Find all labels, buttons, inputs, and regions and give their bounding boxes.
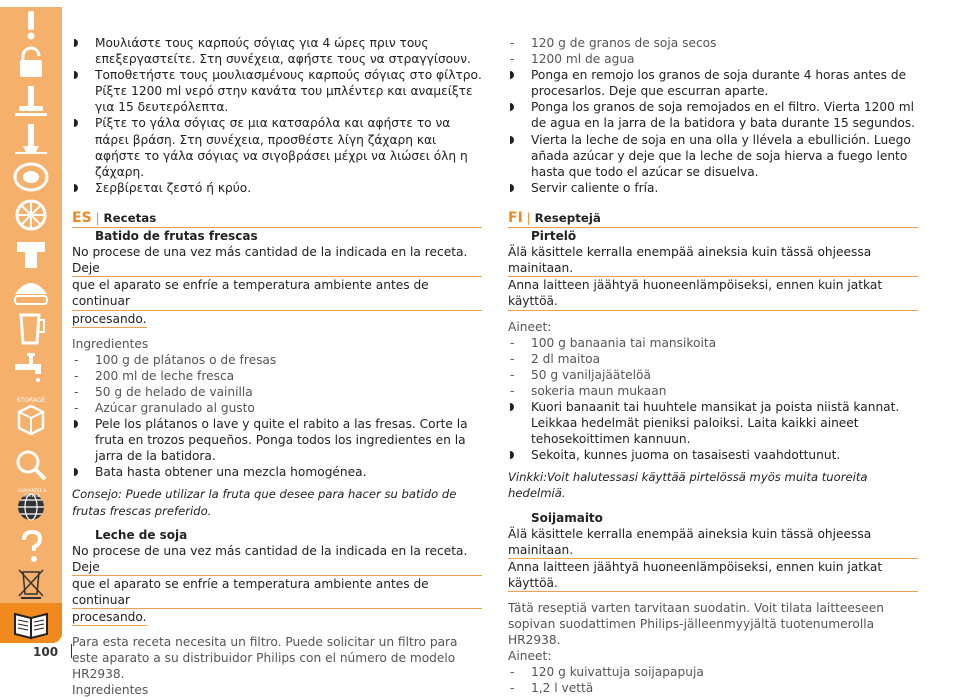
greek-step: Μουλιάστε τους καρπούς σόγιας για 4 ώρες πριν τους επεξεργαστείτε. Στη συνέχεια, αφήστε τους να στραγγίσουν. <box>72 35 482 67</box>
section-header-fi <box>508 210 918 228</box>
ingredients-label: Ingredientes <box>72 683 149 698</box>
recipe-step: Bata hasta obtener una mezcla homogénea. <box>72 464 482 480</box>
disposal-icon[interactable] <box>0 565 62 601</box>
section-title: Reseptejä <box>534 210 601 225</box>
hand-blender-icon[interactable] <box>0 121 62 157</box>
ingredient-item: - sokeria maun mukaan <box>508 383 918 399</box>
recipe-title: Leche de soja <box>95 527 188 542</box>
warning-line: que el aparato se enfríe a temperatura ambiente antes de continuar <box>72 576 482 609</box>
right-column <box>508 35 918 697</box>
warning-line: No procese de una vez más cantidad de la indicada en la receta. Deje <box>72 244 482 277</box>
language-code: FI <box>508 209 523 226</box>
blender-icon[interactable] <box>0 83 62 119</box>
ingredient-item: - 200 ml de leche fresca <box>72 368 482 384</box>
recipe-title: Batido de frutas frescas <box>95 229 258 244</box>
storage-label: STORAGE <box>16 397 46 404</box>
search-icon[interactable] <box>0 447 62 483</box>
ingredient-item: - 120 g kuivattuja soijapapuja <box>508 664 918 680</box>
warning-line: procesando. <box>72 609 147 626</box>
ingredient-item: - 50 g de helado de vainilla <box>72 384 482 400</box>
ingredients-label: Ingredientes <box>72 336 149 351</box>
disc-icon[interactable] <box>0 159 62 195</box>
section-separator: | <box>526 210 531 225</box>
recipe-step: Pele los plátanos o lave y quite el rabito a las fresas. Corte la fruta en trozos pequeños. Ponga todos los ingredientes en la jarra de la batidora. <box>72 416 482 464</box>
ingredient-item: - 120 g de granos de soja secos <box>508 35 918 51</box>
globe-icon[interactable] <box>0 485 62 529</box>
recipe-step: Kuori banaanit tai huuhtele mansikat ja poista niistä kannat. Leikkaa hedelmät pieniksi paloiksi. Laita kaikki aineet tehosekoittimen kannuun. <box>508 399 918 447</box>
tap-icon[interactable] <box>0 349 62 385</box>
greek-step: Σερβίρεται ζεστό ή κρύο. <box>72 180 482 196</box>
left-column <box>72 35 482 699</box>
warning-line: Anna laitteen jäähtyä huoneenlämpöiseksi, ennen kuin jatkat käyttöä. <box>508 277 918 310</box>
warning-line: No procese de una vez más cantidad de la indicada en la receta. Deje <box>72 543 482 576</box>
storage-icon[interactable] <box>0 387 62 443</box>
warning-line: que el aparato se enfríe a temperatura ambiente antes de continuar <box>72 277 482 310</box>
recipe-step: Servir caliente o fría. <box>508 180 918 196</box>
warning-line: procesando. <box>72 311 147 328</box>
recipe-step: Ponga en remojo los granos de soja durante 4 horas antes de procesarlos. Deje que escurran aparte. <box>508 67 918 99</box>
warning-line: Älä käsittele kerralla enempää aineksia kuin tässä ohjeessa mainitaan. <box>508 526 918 559</box>
ingredient-item: - 100 g de plátanos o de fresas <box>72 352 482 368</box>
recipe-title: Soijamaito <box>531 510 603 525</box>
ingredient-item: - 50 g vaniljajäätelöä <box>508 367 918 383</box>
recipe-title: Pirtelö <box>531 229 577 244</box>
jug-icon[interactable] <box>0 311 62 347</box>
recipe-step: Vierta la leche de soja en una olla y llévela a ebullición. Luego añada azúcar y deje que la leche de soja hierva a fuego lento hasta que todo el azúcar se disuelva. <box>508 132 918 180</box>
ingredients-label: Aineet: <box>508 319 552 334</box>
ingredient-item: - 1,2 l vettä <box>508 680 918 696</box>
section-separator: | <box>95 210 100 225</box>
sidebar-nav <box>0 7 62 643</box>
recipe-step: Ponga los granos de soja remojados en el filtro. Vierta 1200 ml de agua en la jarra de la batidora y bata durante 15 segundos. <box>508 99 918 131</box>
filter-note: Para esta receta necesita un filtro. Puede solicitar un filtro para este aparato a su distribuidor Philips con el número de modelo HR2938. <box>72 635 458 682</box>
lock-icon[interactable] <box>0 45 62 81</box>
warning-line: Anna laitteen jäähtyä huoneenlämpöiseksi, ennen kuin jatkat käyttöä. <box>508 559 918 592</box>
ingredients-label: Aineet: <box>508 649 552 664</box>
recipe-step: Sekoita, kunnes juoma on tasaisesti vaahdottunut. <box>508 447 918 463</box>
exclamation-icon[interactable] <box>0 7 62 43</box>
warning-line: Älä käsittele kerralla enempää aineksia kuin tässä ohjeessa mainitaan. <box>508 244 918 277</box>
mincer-icon[interactable] <box>0 235 62 271</box>
ingredient-item: - 2 dl maitoa <box>508 351 918 367</box>
filter-note: Tätä reseptiä varten tarvitaan suodatin. Voit tilata laitteeseen sopivan suodattimen Philips-jälleenmyyjältä tuotenumerolla HR2938. <box>508 601 884 648</box>
ingredient-item: - 1200 ml de agua <box>508 51 918 67</box>
question-icon[interactable] <box>0 529 62 565</box>
recipe-book-icon[interactable] <box>0 603 62 643</box>
greek-step: Τοποθετήστε τους μουλιασμένους καρπούς σόγιας στο φίλτρο. Ρίξτε 1200 ml νερό στην κανάτα του μπλέντερ και αναμείξτε για 15 δευτερόλεπτα. <box>72 67 482 115</box>
guarantee-label: GUARANTEE & SERVICE <box>17 488 47 498</box>
greek-step: Ρίξτε το γάλα σόγιας σε μια κατσαρόλα και αφήστε το να πάρει βράση. Στη συνέχεια, προσθέστε λίγη ζάχαρη και αφήστε το γάλα σόγιας να σιγοβράσει μέχρι να λιώσει όλη η ζάχαρη. <box>72 115 482 179</box>
page-number: 100 <box>33 645 59 659</box>
language-code: ES <box>72 209 92 226</box>
juicer-icon[interactable] <box>0 273 62 309</box>
ingredient-item: - Azúcar granulado al gusto <box>72 400 482 416</box>
ingredient-item: - 100 g banaania tai mansikoita <box>508 335 918 351</box>
tip-text: Vinkki:Voit halutessasi käyttää pirtelössä myös muita tuoreita hedelmiä. <box>508 470 868 501</box>
section-header-es <box>72 210 482 228</box>
section-title: Recetas <box>103 210 157 225</box>
citrus-icon[interactable] <box>0 197 62 233</box>
tip-text: Consejo: Puede utilizar la fruta que desee para hacer su batido de frutas frescas preferido. <box>72 487 457 518</box>
